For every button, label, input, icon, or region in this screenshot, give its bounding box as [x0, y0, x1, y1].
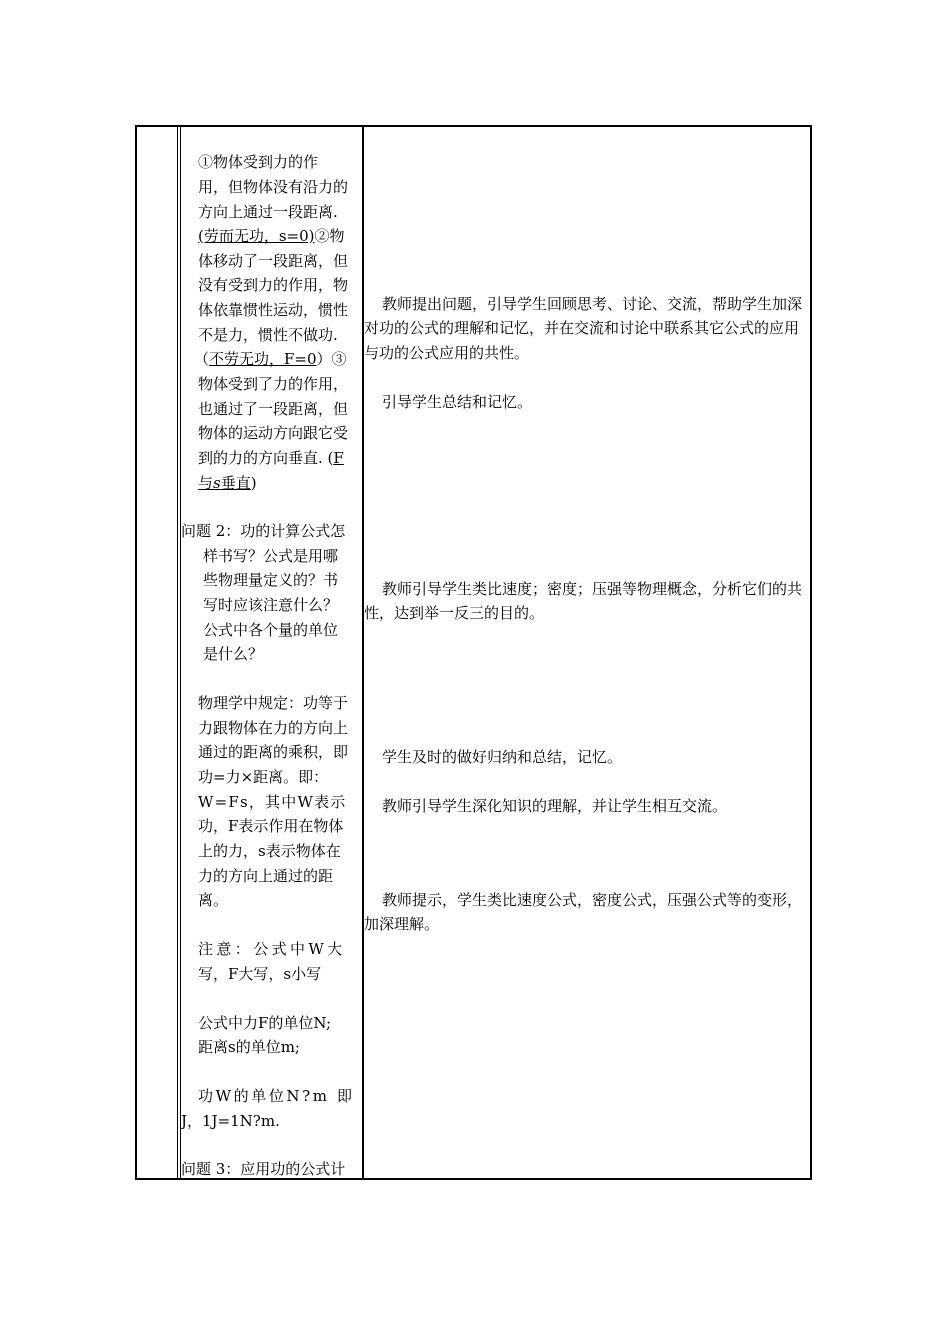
text-line: 功，F表示作用在物体	[198, 817, 344, 835]
lesson-table	[135, 125, 812, 1180]
teacher-paragraph: 教师提示，学生类比速度公式，密度公式，压强公式等的变形，加深理解。	[364, 891, 803, 934]
text-line	[198, 471, 257, 496]
italic-variable: s	[213, 474, 221, 492]
text-line: 体移动了一段距离，但	[198, 252, 349, 270]
text-line: 体依靠惯性运动，惯性	[198, 301, 349, 319]
text-line: 功=力×距离。即：	[198, 768, 329, 786]
text-line: 方向上通过一段距离.	[198, 203, 338, 221]
text-fragment: （	[194, 350, 210, 368]
text-line: J，1J=1N?m.	[181, 1112, 280, 1130]
text-line: 力的方向上通过的距	[198, 867, 334, 885]
text-line: 样书写？公式是用哪	[203, 547, 339, 565]
text-line: 注意：公式中W大	[198, 940, 346, 958]
underlined-text: 不劳无功，F=0	[209, 350, 317, 368]
text-fragment: 与	[198, 474, 214, 492]
text-line: 用，但物体没有沿力的	[198, 178, 349, 196]
text-line: 上的力，s表示物体在	[198, 842, 341, 860]
text-line: 通过的距离的乘积，即	[198, 743, 349, 761]
text-line	[198, 446, 344, 471]
text-line	[194, 347, 347, 372]
text-fragment: 垂直	[220, 474, 251, 492]
text-fragment: ）③	[316, 350, 347, 368]
teaching-notes-column	[364, 127, 810, 1178]
text-line: 物体受到了力的作用，	[198, 375, 349, 393]
text-line: 写时应该注意什么？	[203, 596, 339, 614]
text-line: 不是力，惯性不做功.	[198, 326, 338, 344]
text-fragment: ②物	[314, 227, 345, 245]
underlined-text: F	[333, 449, 344, 467]
text-line: 问题 2：功的计算公式怎	[181, 522, 346, 540]
text-line: 没有受到力的作用，物	[198, 276, 349, 294]
teacher-paragraph: 教师引导学生深化知识的理解，并让学生相互交流。	[382, 797, 728, 815]
teacher-paragraph: 引导学生总结和记忆。	[382, 393, 533, 411]
text-line: 距离s的单位m;	[198, 1038, 300, 1056]
teacher-paragraph: 教师引导学生类比速度；密度；压强等物理概念，分析它们的共性，达到举一反三的目的。	[364, 580, 803, 623]
underlined-text: (劳而无功，s=0)	[198, 227, 315, 245]
text-fragment: 到的力的方向垂直. (	[198, 449, 334, 467]
underlined-text	[198, 474, 251, 492]
text-line: 写，F大写，s小写	[198, 965, 322, 983]
text-line: 力跟物体在力的方向上	[198, 719, 349, 737]
text-line	[198, 224, 345, 249]
text-line: W=Fs，其中W表示	[198, 793, 347, 811]
text-line: 公式中力F的单位N;	[198, 1014, 332, 1032]
teacher-paragraph: 学生及时的做好归纳和总结，记忆。	[382, 748, 623, 766]
text-line: 离。	[198, 891, 229, 909]
content-column	[181, 127, 364, 1178]
text-line: 功W的单位N?m 即	[198, 1087, 355, 1105]
text-line: ①物体受到力的作	[198, 153, 319, 171]
text-line: 些物理量定义的？书	[203, 571, 339, 589]
text-line: 物体的运动方向跟它受	[198, 424, 349, 442]
text-line: 公式中各个量的单位	[203, 621, 339, 639]
table-column-divider	[177, 127, 178, 1178]
question-3: 问题 3：应用功的公式计	[181, 1160, 346, 1178]
text-line: 也通过了一段距离，但	[198, 400, 349, 418]
text-fragment: )	[250, 474, 257, 492]
text-line: 物理学中规定：功等于	[198, 694, 349, 712]
text-line: 是什么？	[203, 645, 264, 663]
teacher-paragraph: 教师提出问题，引导学生回顾思考、讨论、交流，帮助学生加深对功的公式的理解和记忆，并在交流和讨论中联系其它公式的应用与功的公式应用的共性。	[364, 295, 803, 362]
